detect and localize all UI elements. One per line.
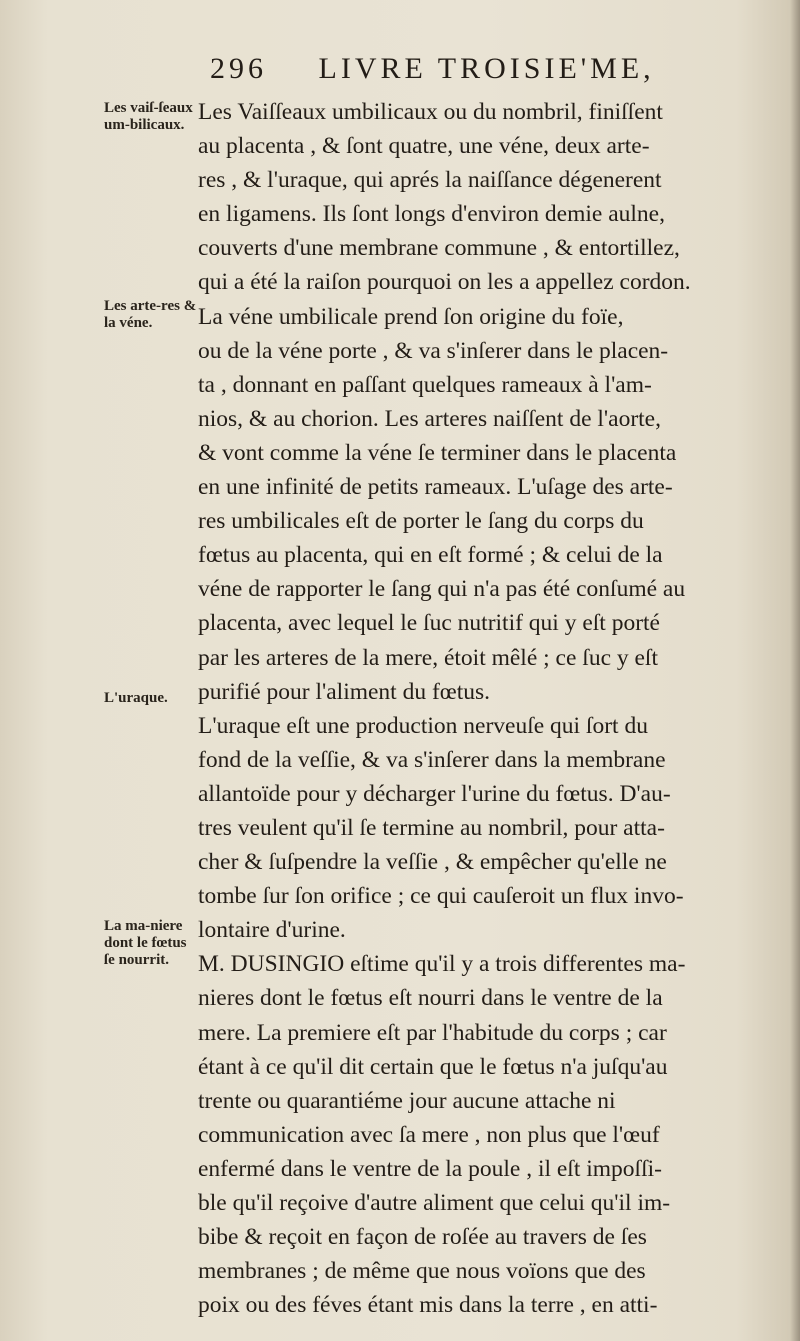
text-line: tres veulent qu'il ſe termine au nombril, pour atta- xyxy=(198,814,665,841)
paragraph xyxy=(198,709,788,948)
text-line: couverts d'une membrane commune , & entortillez, xyxy=(198,235,680,262)
text-line: res , & l'uraque, qui aprés la naiſſance dégenerent xyxy=(198,167,662,194)
text-line: communication avec ſa mere , non plus que l'œuf xyxy=(198,1121,660,1148)
text-line: ble qu'il reçoive d'autre aliment que celui qu'il im- xyxy=(198,1190,671,1216)
text-line: véne de rapporter le ſang qui n'a pas été conſumé au xyxy=(198,576,686,603)
page-edge-shadow xyxy=(790,0,800,1341)
text-line: par les arteres de la mere, étoit mêlé ; ce ſuc y eſt xyxy=(198,644,658,671)
text-line: fond de la veſſie, & va s'inſerer dans la membrane xyxy=(198,746,666,773)
text-line: trente ou quarantiéme jour aucune attache ni xyxy=(198,1087,616,1114)
text-line: nieres dont le fœtus eſt nourri dans le ventre de la xyxy=(198,985,663,1012)
text-line: Les Vaiſſeaux umbilicaux ou du nombril, finiſſent xyxy=(198,99,663,125)
text-line: bibe & reçoit en façon de roſée au travers de ſes xyxy=(198,1224,647,1251)
text-line: qui a été la raiſon pourquoi on les a appellez cordon. xyxy=(198,269,691,296)
margin-note-vaisseaux: Les vaiſ-ſeaux um-bilicaux. xyxy=(104,100,193,133)
text-line: au placenta , & ſont quatre, une véne, deux arte- xyxy=(198,133,650,160)
text-line: poix ou des féves étant mis dans la terre , en atti- xyxy=(198,1292,658,1319)
paragraph xyxy=(198,300,788,709)
body-text xyxy=(198,95,788,1322)
running-title: LIVRE TROISIE'ME, xyxy=(318,52,655,85)
text-line: res umbilicales eſt de porter le ſang du corps du xyxy=(198,508,644,535)
text-line: mere. La premiere eſt par l'habitude du corps ; car xyxy=(198,1019,667,1046)
text-line: lontaire d'urine. xyxy=(198,917,346,944)
margin-note-uraque: L'uraque. xyxy=(104,690,168,706)
text-line: & vont comme la véne ſe terminer dans le placenta xyxy=(198,439,677,466)
text-line: placenta, avec lequel le ſuc nutritif qui y eſt porté xyxy=(198,610,660,637)
paragraph xyxy=(198,947,788,1322)
text-line: en une infinité de petits rameaux. L'uſage des arte- xyxy=(198,474,673,501)
text-line: cher & ſuſpendre la veſſie , & empêcher qu'elle ne xyxy=(198,849,667,876)
text-line: enfermé dans le ventre de la poule , il eſt impoſſi- xyxy=(198,1155,662,1182)
text-line: ou de la véne porte , & va s'inſerer dans le placen- xyxy=(198,337,669,364)
text-line: purifié pour l'aliment du fœtus. xyxy=(198,678,491,705)
margin-note-maniere: La ma-niere dont le fœtus ſe nourrit. xyxy=(104,918,187,968)
text-line: M. DUSINGIO eſtime qu'il y a trois differentes ma- xyxy=(198,951,686,978)
text-line: tombe ſur ſon orifice ; ce qui cauſeroit un flux invo- xyxy=(198,883,684,910)
text-line: ta , donnant en paſſant quelques rameaux à l'am- xyxy=(198,371,652,398)
text-line: nios, & au chorion. Les arteres naiſſent de l'aorte, xyxy=(198,405,661,432)
running-header xyxy=(210,52,790,96)
text-line: L'uraque eſt une production nerveuſe qui ſort du xyxy=(198,712,648,739)
text-line: en ligamens. Ils ſont longs d'environ demie aulne, xyxy=(198,201,665,228)
page-number: 296 xyxy=(210,52,267,85)
text-line: membranes ; de même que nous voïons que des xyxy=(198,1258,646,1285)
text-line: La véne umbilicale prend ſon origine du foïe, xyxy=(198,303,624,330)
text-line: fœtus au placenta, qui en eſt formé ; & celui de la xyxy=(198,542,663,569)
text-line: étant à ce qu'il dit certain que le fœtus n'a juſqu'au xyxy=(198,1053,668,1080)
margin-note-arteres: Les arte-res & la véne. xyxy=(104,298,197,331)
paragraph xyxy=(198,95,788,300)
text-line: allantoïde pour y décharger l'urine du fœtus. D'au- xyxy=(198,780,671,807)
